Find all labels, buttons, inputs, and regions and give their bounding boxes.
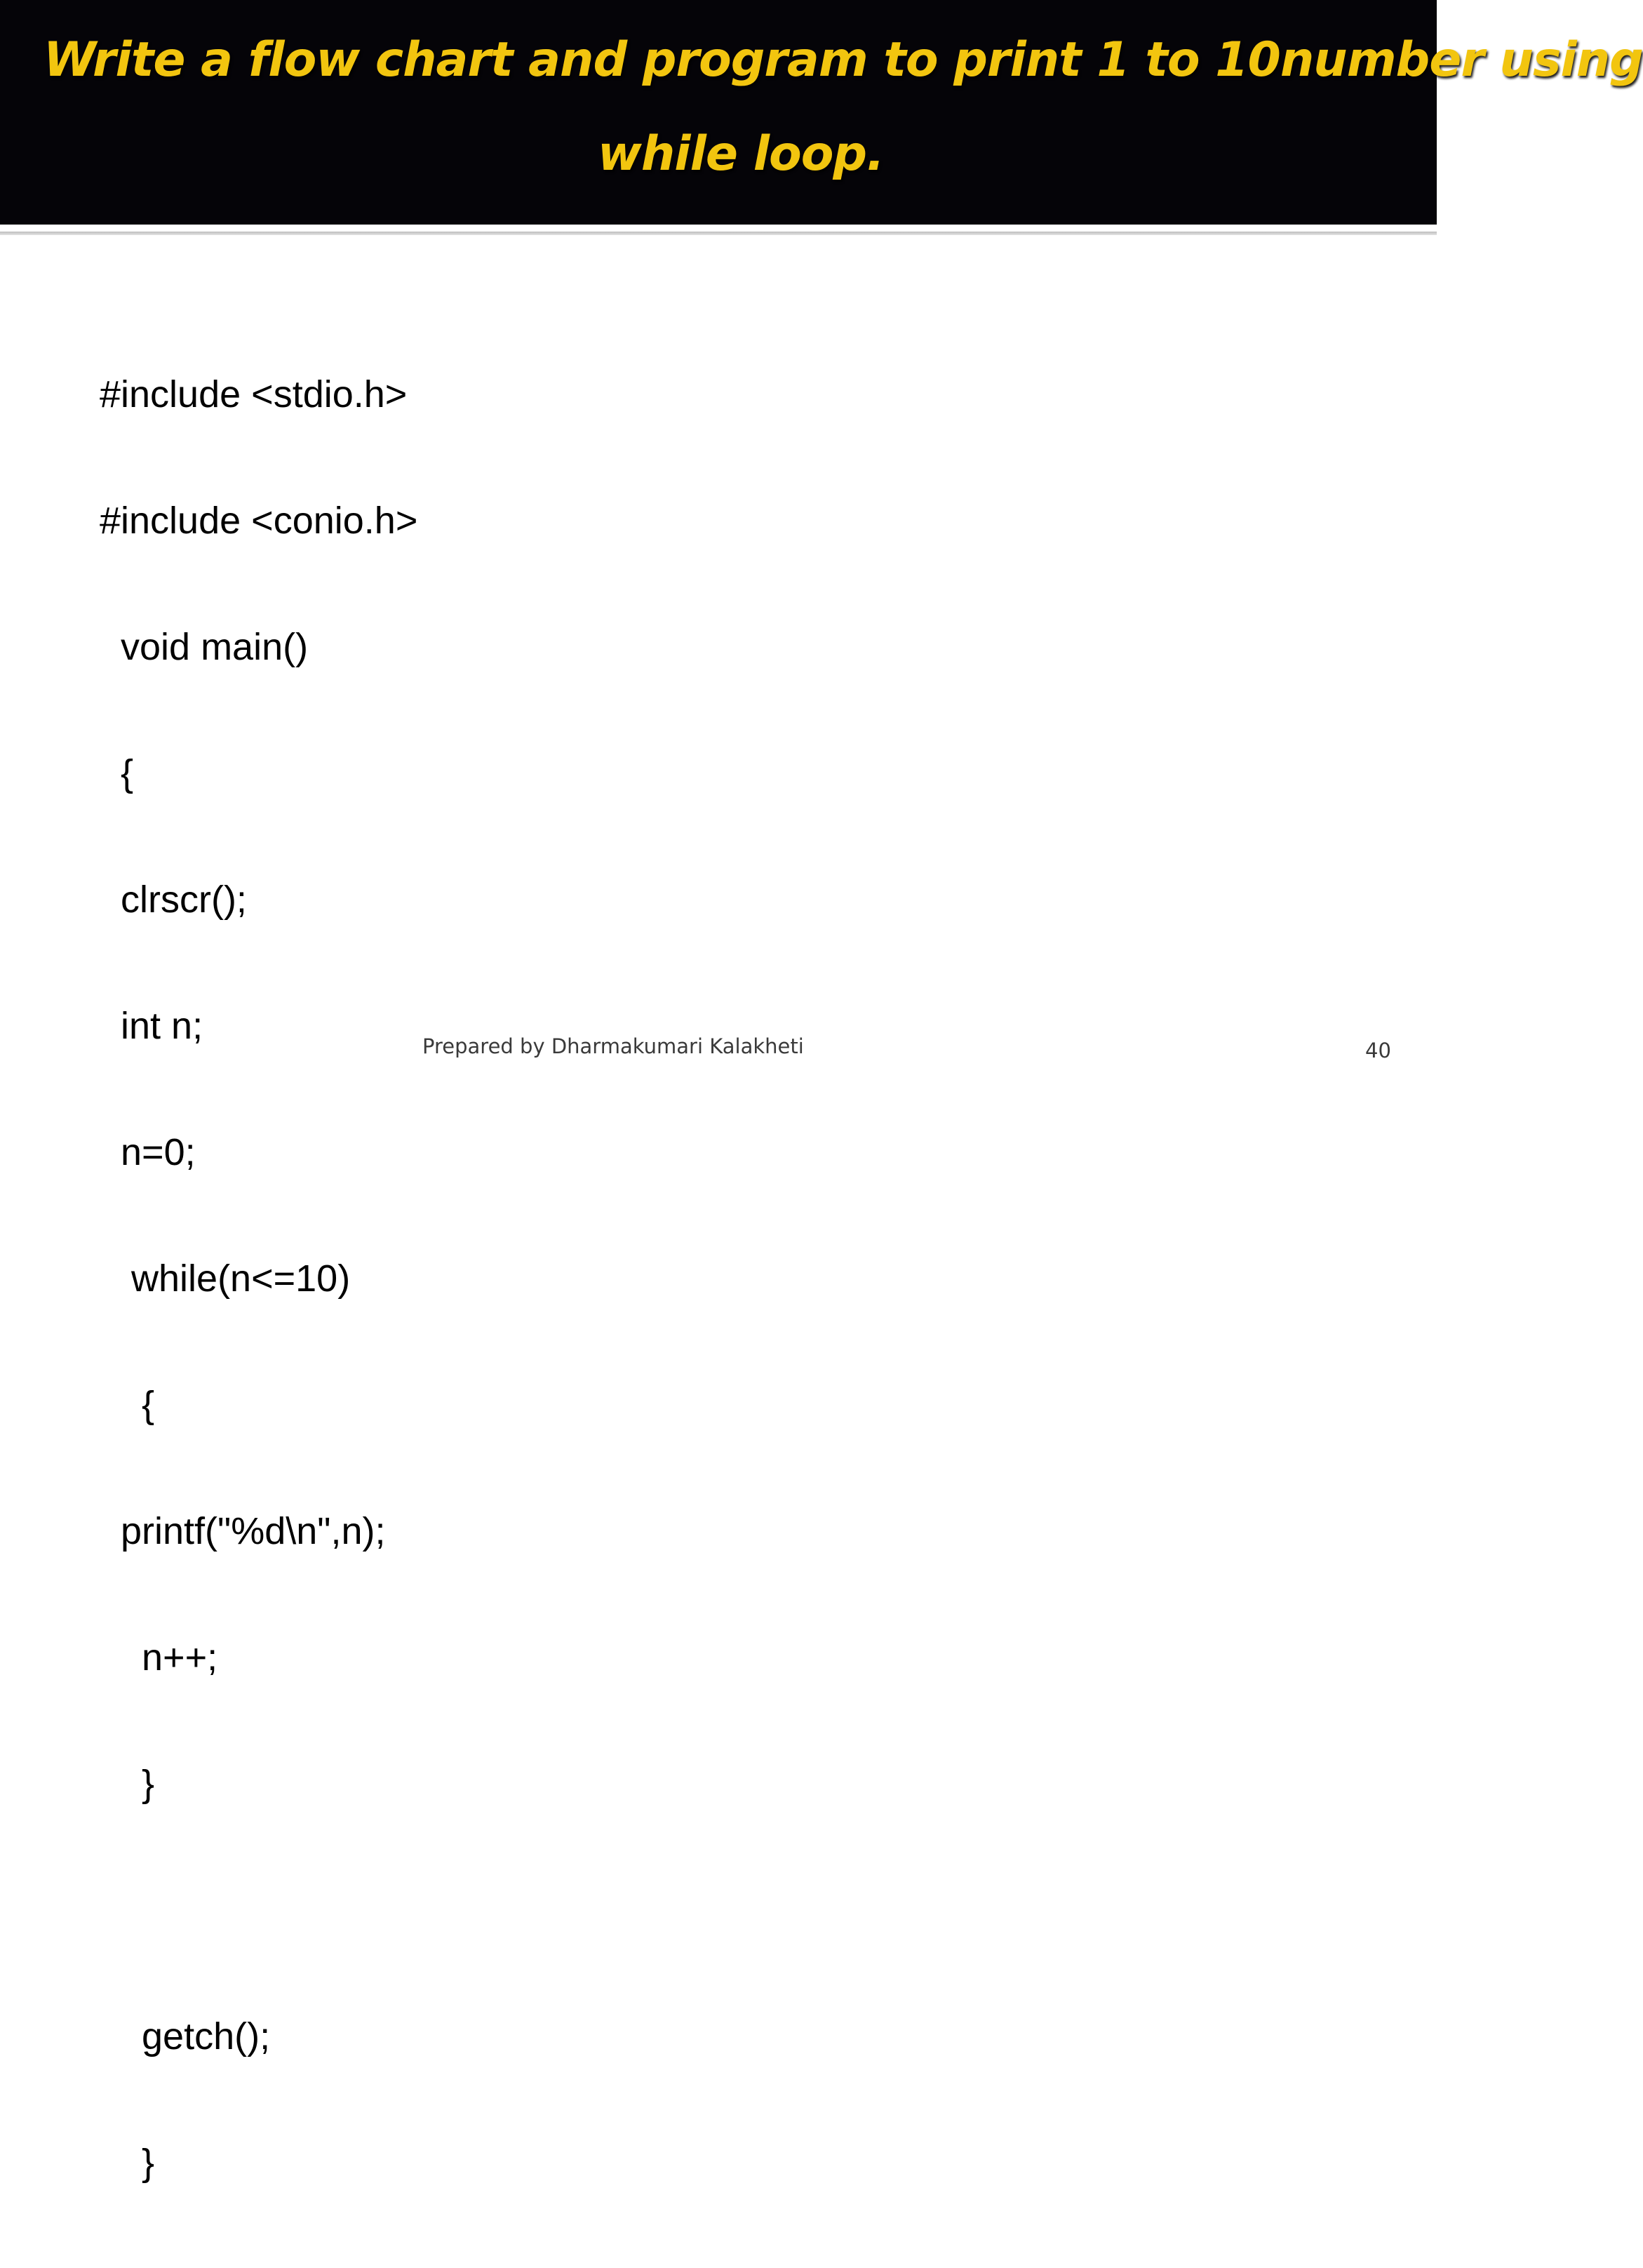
code-line: {	[100, 1384, 155, 1426]
title-bar	[0, 0, 1643, 225]
code-line: #include <stdio.h>	[100, 373, 408, 415]
title-divider-white	[0, 225, 1437, 232]
code-line: clrscr();	[100, 879, 247, 921]
code-line: int n;	[100, 1005, 203, 1047]
code-line: {	[100, 752, 134, 794]
code-line: }	[100, 2142, 155, 2184]
code-line: getch();	[100, 2015, 271, 2057]
slide-title-line-1: Write a flow chart and program to print 1 to 10number using	[43, 32, 1643, 88]
code-line: printf("%d\n",n);	[100, 1510, 386, 1552]
title-divider-gray	[0, 232, 1437, 235]
code-line: n++;	[100, 1636, 218, 1679]
footer-author: Prepared by Dharmakumari Kalakheti	[422, 1034, 804, 1058]
slide-title-line-2: while loop.	[598, 126, 884, 182]
code-block	[100, 289, 417, 2268]
code-line: }	[100, 1763, 155, 1805]
code-line: n=0;	[100, 1131, 196, 1173]
code-line: #include <conio.h>	[100, 500, 418, 542]
code-line	[100, 1889, 417, 1931]
code-line: void main()	[100, 626, 309, 668]
code-line: while(n<=10)	[100, 1258, 351, 1300]
page-number: 40	[1365, 1039, 1391, 1062]
